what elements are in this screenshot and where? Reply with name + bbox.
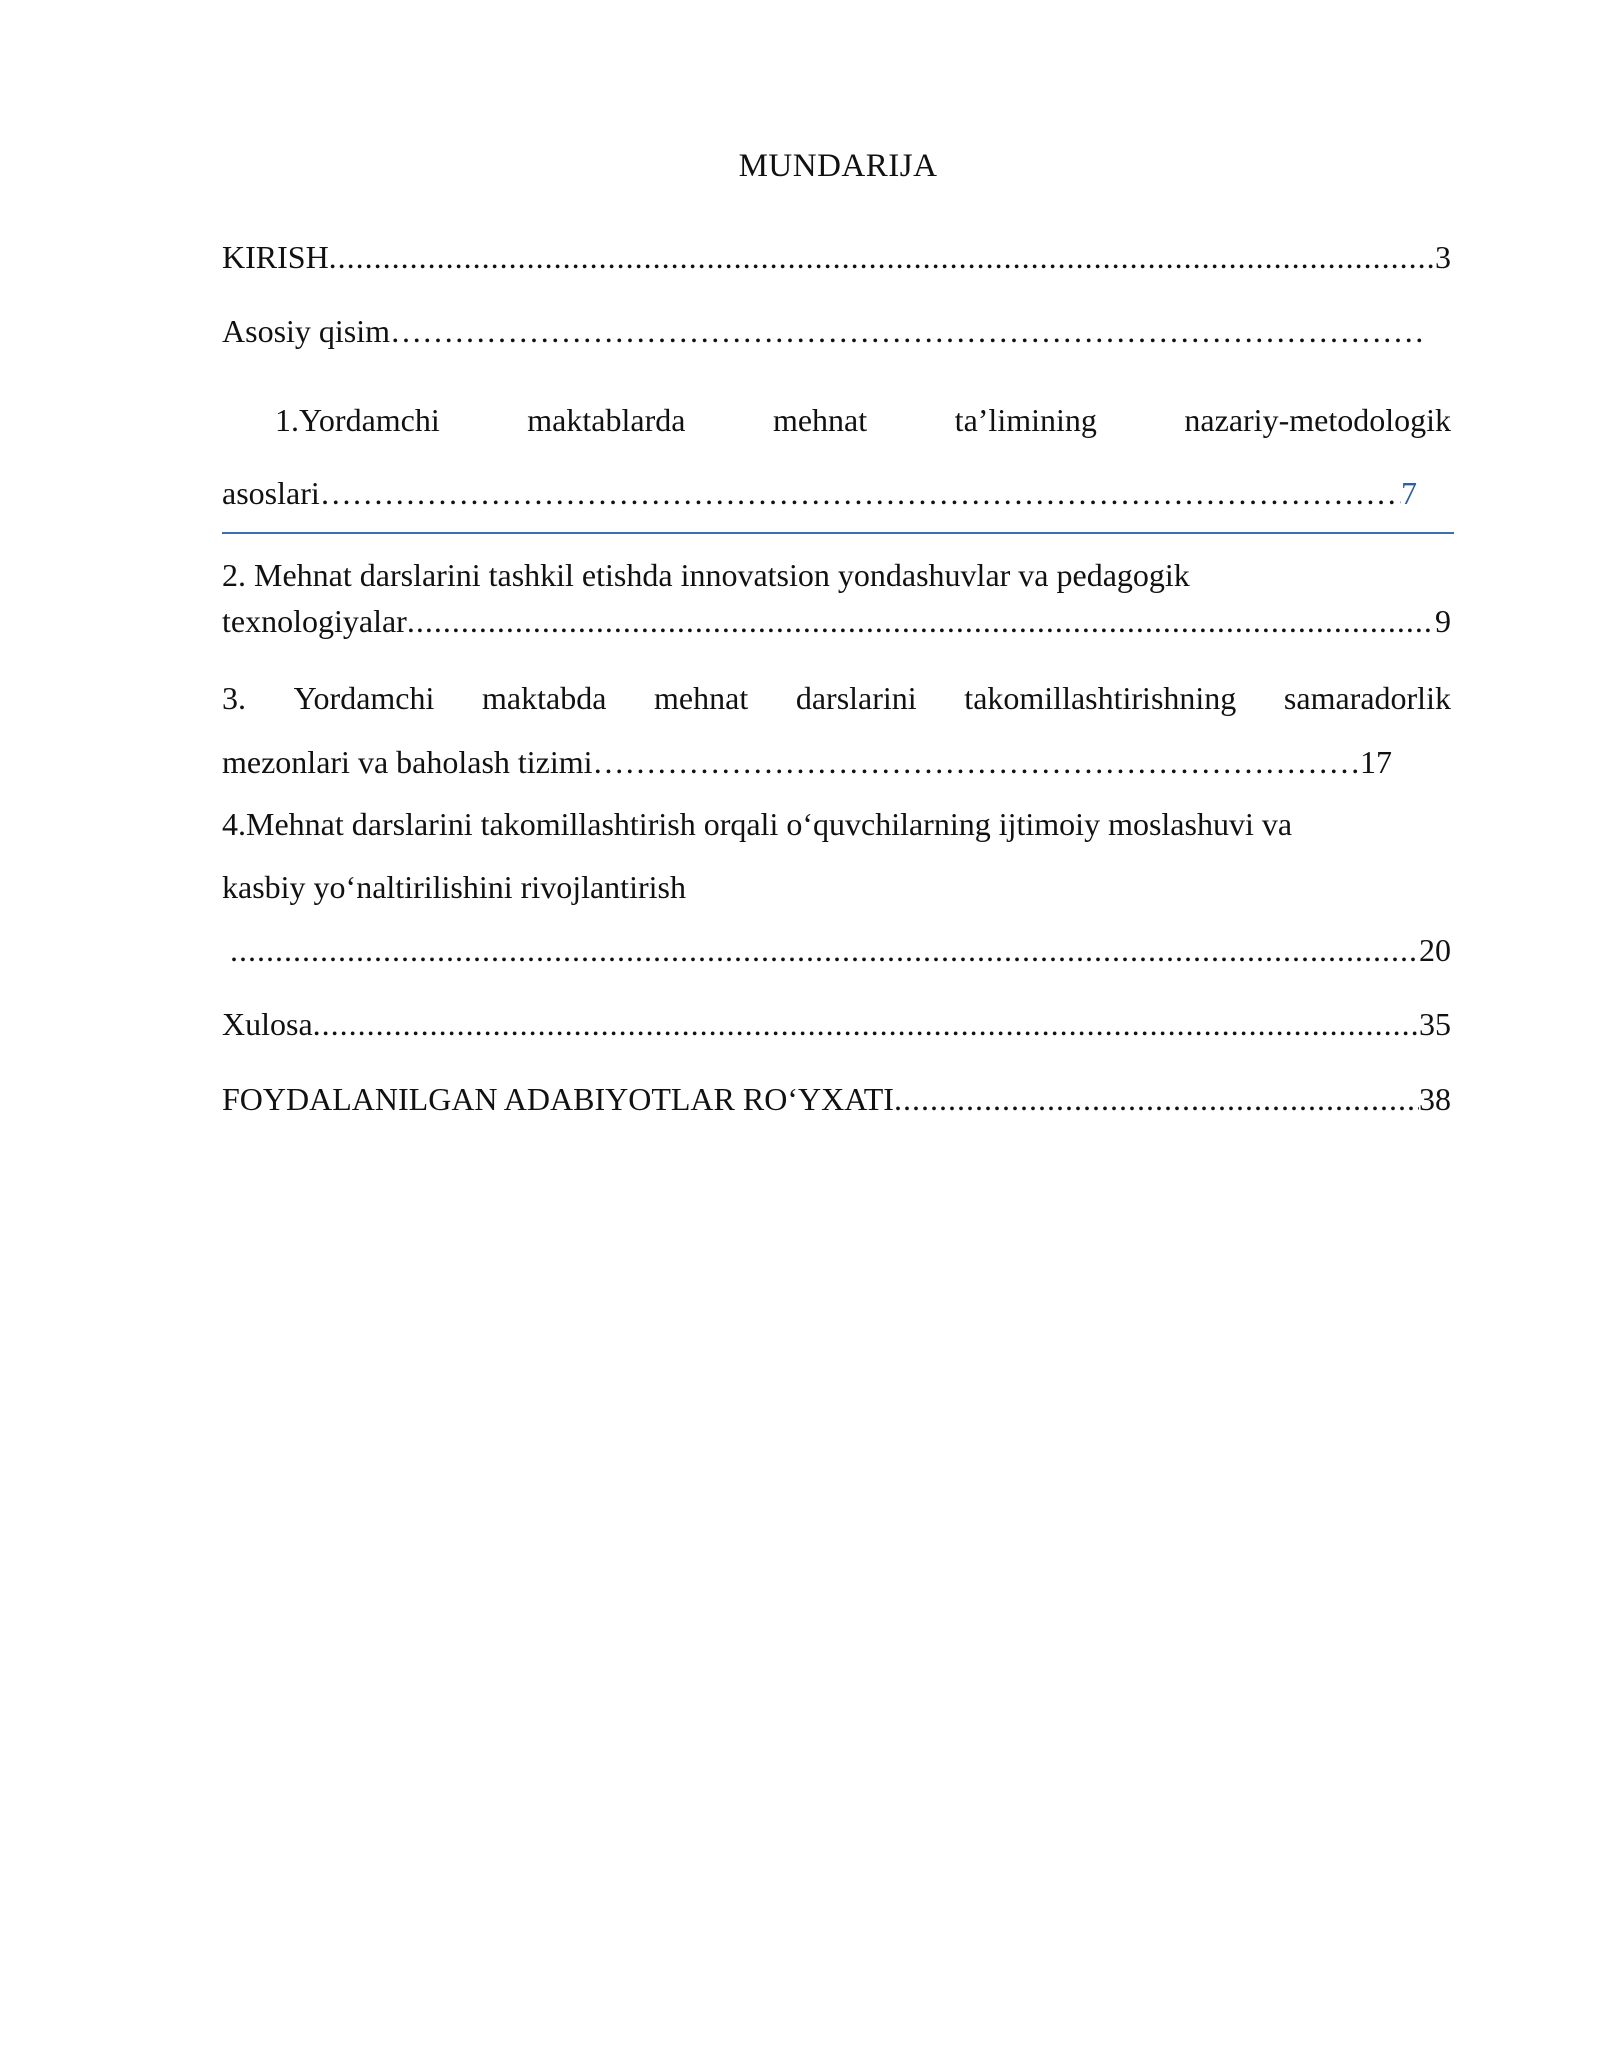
toc-page-number: 38 [1419,1081,1451,1117]
toc-entry-chapter-2-cont[interactable] [222,601,1451,641]
toc-entry-label: FOYDALANILGAN ADABIYOTLAR RO‘YXATI [222,1081,894,1117]
toc-entry-chapter-1-cont[interactable] [222,473,1417,513]
dot-leader [329,237,1435,277]
toc-entry-label: Xulosa [222,1006,313,1042]
toc-page-number: 3 [1435,239,1451,275]
dot-leader [593,742,1360,782]
toc-page-number: 9 [1435,603,1451,639]
toc-entry-label: asoslari [222,475,320,511]
toc-entry-asosiy-qisim[interactable] [222,311,1422,351]
toc-entry-chapter-4[interactable]: 4.Mehnat darslarini takomillashtirish orqali o‘quvchilarning ijtimoiy moslashuvi va [222,806,1293,842]
toc-entry-chapter-3-cont[interactable] [222,742,1392,782]
toc-entry-chapter-1[interactable]: 1.Yordamchi maktablarda mehnat ta’limining nazariy-metodologik [275,402,1451,438]
toc-entry-chapter-4-page[interactable] [230,930,1451,970]
dot-leader [230,930,1419,970]
toc-entry-chapter-2[interactable]: 2. Mehnat darslarini tashkil etishda innovatsion yondashuvlar va pedagogik [222,557,1190,593]
dot-leader [407,601,1435,641]
dot-leader [320,473,1401,513]
toc-page-number: 20 [1419,932,1451,968]
toc-entry-kirish[interactable] [222,237,1451,277]
toc-entry-chapter-3[interactable]: 3. Yordamchi maktabda mehnat darslarini takomillashtirishning samaradorlik [222,680,1451,716]
toc-page-number: 7 [1401,475,1417,511]
toc-entry-label: Asosiy qisim [222,313,391,349]
dot-leader [313,1004,1419,1044]
toc-entry-label: mezonlari va baholash tizimi [222,744,593,780]
toc-page-number: 17 [1360,744,1392,780]
toc-entry-chapter-4-cont[interactable]: kasbiy yo‘naltirilishini rivojlantirish [222,869,686,905]
toc-entry-adabiyotlar[interactable] [222,1079,1451,1119]
dot-leader [894,1079,1419,1119]
toc-title: MUNDARIJA [738,148,938,184]
separator-rule [222,532,1454,534]
toc-entry-label: KIRISH [222,239,329,275]
toc-entry-xulosa[interactable] [222,1004,1451,1044]
toc-entry-label: texnologiyalar [222,603,407,639]
dot-leader [390,311,1422,351]
toc-page-number: 35 [1419,1006,1451,1042]
